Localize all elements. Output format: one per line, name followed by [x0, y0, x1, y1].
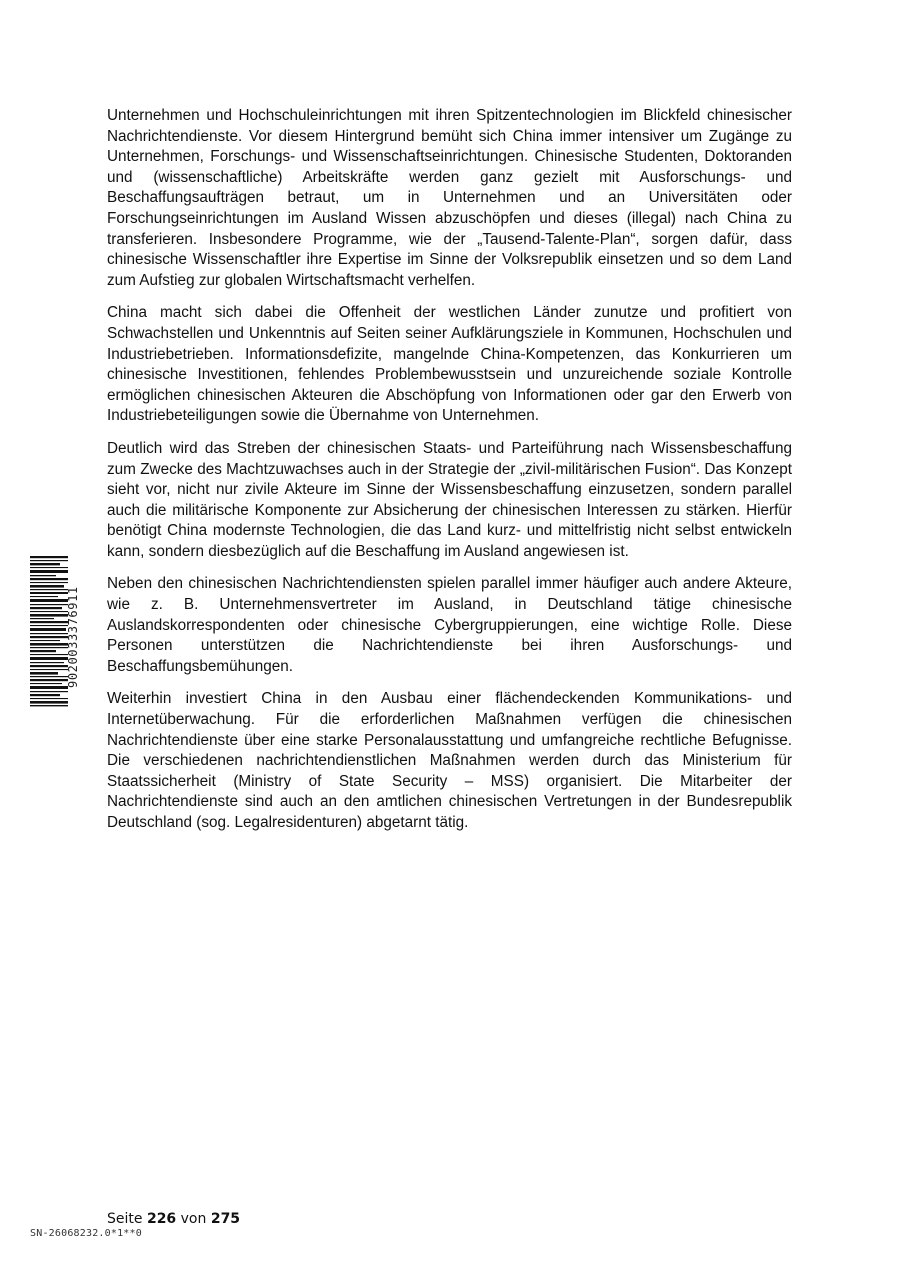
document-body — [107, 106, 792, 846]
document-id: SN-26068232.0*1**0 — [30, 1228, 142, 1239]
page-label: Seite — [107, 1211, 143, 1227]
paragraph-5: Weiterhin investiert China in den Ausbau einer flächendeckenden Kommunikations- und Internetüberwachung. Für die erforderlichen Maßnahmen verfügen die chinesischen Nachrichtendienste über eine starke Personalausstattung und umfangreiche rechtliche Befugnisse. Die verschiedenen nachrichtendienstlichen Maßnahmen werden durch das Ministerium für Staatssicherheit (Ministry of State Security – MSS) organisiert. Die Mitarbeiter der Nachrichtendienste sind auch an den amtlichen chinesischen Vertretungen in der Bundesrepublik Deutschland (sog. Legalresidenturen) abgetarnt tätig. — [107, 690, 792, 831]
page-of-label: von — [180, 1211, 207, 1227]
barcode-digits: 9020033376911 — [66, 586, 80, 689]
current-page: 226 — [146, 1211, 177, 1227]
page-number — [107, 1211, 240, 1227]
paragraph-4: Neben den chinesischen Nachrichtendiensten spielen parallel immer häufiger auch andere Akteure, wie z. B. Unternehmensvertreter im Ausland, in Deutschland tätige chinesische Auslandskorrespondenten oder chinesische Cybergruppierungen, eine wichtige Rolle. Diese Personen unterstützen die Nachrichtendienste bei ihren Ausforschungs- und Beschaffungsbemühungen. — [107, 575, 792, 675]
paragraph-1: Unternehmen und Hochschuleinrichtungen mit ihren Spitzentechnologien im Blickfeld chinesischer Nachrichtendienste. Vor diesem Hintergrund bemüht sich China immer intensiver um Zugänge zu Unternehmen, Forschungs- und Wissenschaftseinrichtungen. Chinesische Studenten, Doktoranden und (wissenschaftliche) Arbeitskräfte werden ganz gezielt mit Ausforschungs- und Beschaffungsaufträgen betraut, um in Unternehmen und an Universitäten oder Forschungseinrichtungen im Ausland Wissen abzuschöpfen und dieses (illegal) nach China zu transferieren. Insbesondere Programme, wie der „Tausend-Talente-Plan“, sorgen dafür, dass chinesische Wissenschaftler ihre Expertise im Sinne der Volksrepublik einsetzen und so dem Land zum Aufstieg zur globalen Wirtschaftsmacht verhelfen. — [107, 107, 792, 289]
paragraph-2: China macht sich dabei die Offenheit der westlichen Länder zunutze und profitiert von Schwachstellen und Unkenntnis auf Seiten seiner Aufklärungsziele in Kommunen, Hochschulen und Industriebetrieben. Informationsdefizite, mangelnde China-Kompetenzen, das Konkurrieren um chinesische Investitionen, fehlendes Problembewusstsein und unzureichende soziale Kontrolle ermöglichen chinesischen Akteuren die Abschöpfung von Informationen oder gar den Erwerb von Industriebeteiligungen sowie die Übernahme von Unternehmen. — [107, 304, 792, 425]
total-pages: 275 — [210, 1211, 241, 1227]
paragraph-3: Deutlich wird das Streben der chinesischen Staats- und Parteiführung nach Wissensbeschaffung zum Zwecke des Machtzuwachses auch in der Strategie der „zivil-militärischen Fusion“. Das Konzept sieht vor, nicht nur zivile Akteure im Sinne der Wissensbeschaffung einzusetzen, sondern parallel auch die militärische Komponente zur Absicherung der chinesischen Interessen zu stärken. Hierfür benötigt China modernste Technologien, die das Land kurz- und mittelfristig nicht selbst entwickeln kann, sondern diesbezüglich auf die Beschaffung im Ausland angewiesen ist. — [107, 439, 792, 560]
